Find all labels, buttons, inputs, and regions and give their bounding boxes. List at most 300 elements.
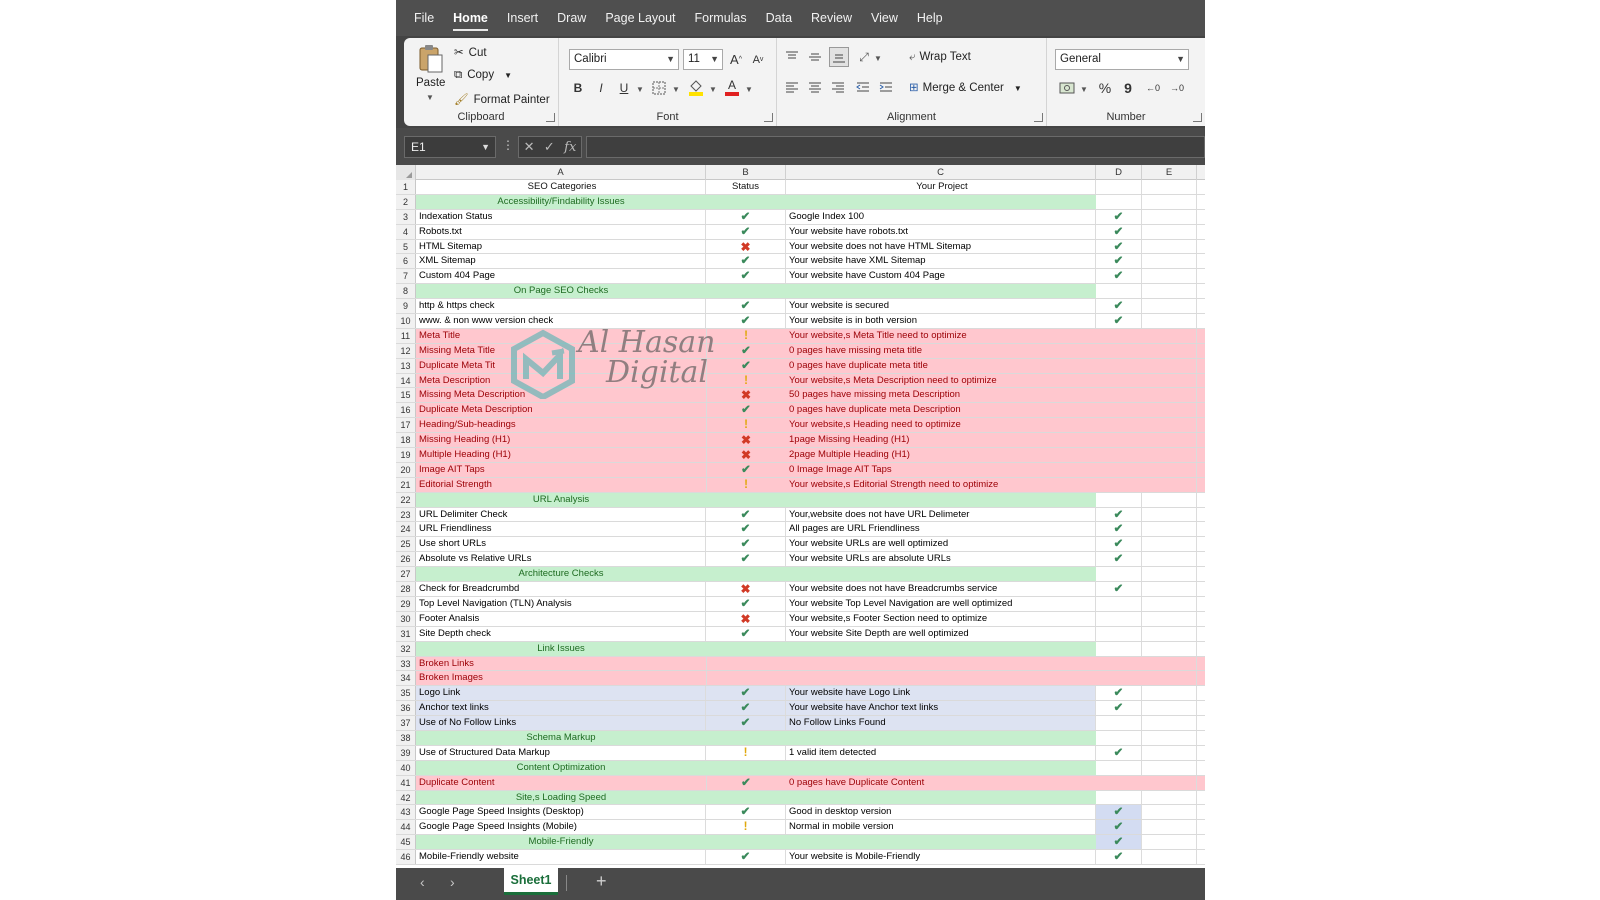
cell-status[interactable] [706, 374, 786, 388]
cell-status[interactable] [706, 627, 786, 641]
cell-status[interactable] [706, 552, 786, 566]
cell-status[interactable] [706, 537, 786, 551]
borders-button[interactable] [649, 78, 669, 98]
cell-e[interactable] [1142, 537, 1197, 551]
grow-font-button[interactable]: A ^ [730, 52, 742, 67]
cell-your-project[interactable]: Your website,s Heading need to optimize [789, 419, 961, 431]
increase-indent-button[interactable] [877, 78, 895, 96]
row-number[interactable]: 21 [396, 478, 416, 492]
cell-your-project[interactable]: 0 pages have missing meta title [789, 344, 923, 356]
cell-seo-category[interactable]: URL Friendliness [416, 522, 706, 536]
formula-bar-grip-icon[interactable]: ⋮ [502, 138, 514, 152]
row-number[interactable]: 46 [396, 850, 416, 864]
decrease-indent-button[interactable] [854, 78, 872, 96]
row-number[interactable]: 33 [396, 657, 416, 671]
cell-your-project[interactable]: Your website is Mobile-Friendly [786, 850, 1096, 864]
section-heading[interactable]: Content Optimization [516, 761, 606, 773]
row-number[interactable]: 37 [396, 716, 416, 730]
row-number[interactable]: 1 [396, 180, 416, 194]
cell-your-project[interactable]: 1 valid item detected [786, 746, 1096, 760]
paste-button[interactable] [414, 44, 448, 74]
cell-your-project[interactable]: Your website have Custom 404 Page [786, 269, 1096, 283]
wrap-text-button[interactable] [909, 51, 971, 64]
row-number[interactable]: 4 [396, 225, 416, 239]
row-number[interactable]: 12 [396, 344, 416, 358]
formula-input[interactable] [586, 136, 1205, 158]
cell-d[interactable] [1096, 597, 1142, 611]
cell-d[interactable] [1096, 225, 1142, 239]
cell-seo-category[interactable]: http & https check [416, 299, 706, 313]
cell-e[interactable] [1142, 567, 1197, 581]
row-number[interactable]: 5 [396, 240, 416, 254]
cell-your-project[interactable]: 0 Image Image AIT Taps [789, 463, 892, 475]
row-number[interactable]: 26 [396, 552, 416, 566]
cell-status[interactable] [706, 612, 786, 626]
align-left-button[interactable] [783, 78, 801, 96]
row-number[interactable]: 19 [396, 448, 416, 462]
bold-button[interactable] [569, 78, 587, 98]
cell-e[interactable] [1142, 225, 1197, 239]
cell-e[interactable] [1142, 269, 1197, 283]
font-name-box[interactable] [569, 49, 679, 70]
cell-d[interactable] [1096, 448, 1142, 462]
cell-e[interactable] [1142, 731, 1197, 745]
row-number[interactable]: 24 [396, 522, 416, 536]
cell-seo-category[interactable]: Duplicate Meta Tit [419, 359, 496, 371]
row-number[interactable]: 2 [396, 195, 416, 209]
cell-seo-category[interactable]: Logo Link [416, 686, 706, 700]
menu-data[interactable]: Data [765, 11, 793, 25]
row-number[interactable]: 45 [396, 835, 416, 849]
cell-d[interactable] [1096, 746, 1142, 760]
fill-color-button[interactable] [686, 76, 706, 98]
row-number[interactable]: 35 [396, 686, 416, 700]
cell-seo-category[interactable]: Google Page Speed Insights (Desktop) [416, 805, 706, 819]
cell-your-project[interactable]: Your website,s Editorial Strength need to optimize [789, 478, 999, 490]
cell-status[interactable] [706, 522, 786, 536]
cell-status[interactable] [706, 344, 786, 358]
enter-check-icon[interactable]: ✓ [543, 139, 555, 154]
cell-e[interactable] [1142, 805, 1197, 819]
cell-status[interactable] [706, 388, 786, 402]
select-all-corner[interactable] [396, 165, 416, 180]
cell-your-project[interactable]: Your website,s Meta Title need to optimize [789, 329, 967, 341]
row-number[interactable]: 27 [396, 567, 416, 581]
section-heading[interactable]: Architecture Checks [518, 568, 604, 580]
cell-d[interactable] [1096, 478, 1142, 492]
cell-your-project[interactable]: Good in desktop version [786, 805, 1096, 819]
cell-seo-category[interactable]: Site Depth check [416, 627, 706, 641]
cell-d[interactable] [1096, 686, 1142, 700]
row-number[interactable]: 7 [396, 269, 416, 283]
row-number[interactable]: 44 [396, 820, 416, 834]
cell-seo-category[interactable]: Broken Links [419, 657, 474, 669]
cell-d[interactable] [1096, 761, 1142, 775]
row-number[interactable]: 15 [396, 388, 416, 402]
cell-d[interactable] [1096, 642, 1142, 656]
cell-seo-category[interactable]: Duplicate Meta Description [419, 404, 533, 416]
orientation-dropdown-icon[interactable]: ▼ [874, 54, 882, 63]
cell-your-project[interactable]: 0 pages have duplicate meta Description [789, 404, 961, 416]
cell-e[interactable] [1142, 835, 1197, 849]
cell-seo-category[interactable]: Multiple Heading (H1) [419, 449, 511, 461]
cell-e[interactable] [1142, 522, 1197, 536]
accounting-format-button[interactable] [1057, 78, 1077, 98]
cell-seo-category[interactable]: URL Delimiter Check [416, 508, 706, 522]
cell-e[interactable] [1142, 240, 1197, 254]
cell-your-project[interactable]: Google Index 100 [786, 210, 1096, 224]
cell-e[interactable] [1142, 403, 1197, 417]
cell-your-project[interactable]: Normal in mobile version [786, 820, 1096, 834]
cell-seo-category[interactable]: Robots.txt [416, 225, 706, 239]
cell-e[interactable] [1142, 850, 1197, 864]
row-number[interactable]: 32 [396, 642, 416, 656]
row-number[interactable]: 16 [396, 403, 416, 417]
cell-status[interactable] [706, 359, 786, 373]
cell-e[interactable] [1142, 746, 1197, 760]
cell-e[interactable] [1142, 433, 1197, 447]
cell-d[interactable] [1096, 716, 1142, 730]
cell-your-project[interactable]: 0 pages have Duplicate Content [789, 776, 925, 788]
cell-e[interactable] [1142, 612, 1197, 626]
row-number[interactable]: 25 [396, 537, 416, 551]
cell-d[interactable] [1096, 403, 1142, 417]
cell-status[interactable] [706, 686, 786, 700]
cell-d[interactable] [1096, 776, 1142, 790]
cell-e[interactable] [1142, 344, 1197, 358]
row-number[interactable]: 3 [396, 210, 416, 224]
number-launcher-icon[interactable] [1193, 113, 1202, 122]
cell-d[interactable] [1096, 195, 1142, 209]
cell-status[interactable] [706, 448, 786, 462]
cell-e[interactable] [1142, 820, 1197, 834]
column-header-e[interactable]: E [1142, 165, 1197, 180]
cell-d[interactable] [1096, 701, 1142, 715]
cell-seo-category[interactable]: Heading/Sub-headings [419, 419, 516, 431]
percent-button[interactable] [1095, 78, 1115, 98]
cell-status[interactable] [706, 269, 786, 283]
row-number[interactable]: 34 [396, 671, 416, 685]
row-number[interactable]: 29 [396, 597, 416, 611]
cell-e[interactable] [1142, 776, 1197, 790]
cell-d[interactable] [1096, 671, 1142, 685]
font-color-button[interactable] [722, 76, 742, 98]
cell-status[interactable] [706, 597, 786, 611]
cell-d[interactable] [1096, 433, 1142, 447]
cell-e[interactable] [1142, 671, 1197, 685]
cell-seo-category[interactable]: Meta Title [419, 329, 461, 341]
align-center-button[interactable] [806, 78, 824, 96]
next-sheet-icon[interactable]: › [450, 874, 455, 890]
cell-e[interactable] [1142, 463, 1197, 477]
cell-d[interactable] [1096, 657, 1142, 671]
cell-status[interactable] [706, 582, 786, 596]
format-painter-button[interactable] [454, 92, 550, 106]
cell-seo-category[interactable]: www. & non www version check [416, 314, 706, 328]
cell-your-project[interactable] [786, 671, 1096, 685]
shrink-font-button[interactable]: A v [752, 53, 764, 66]
align-top-button[interactable] [783, 48, 801, 66]
cell-status[interactable] [706, 225, 786, 239]
menu-review[interactable]: Review [811, 11, 853, 25]
merge-dropdown-icon[interactable]: ▼ [1013, 84, 1022, 93]
column-header-b[interactable]: B [706, 165, 786, 180]
cell-e[interactable] [1142, 597, 1197, 611]
cell-d[interactable] [1096, 463, 1142, 477]
menu-formulas[interactable]: Formulas [694, 11, 747, 25]
comma-style-button[interactable] [1119, 78, 1137, 98]
cell-your-project[interactable]: Your Project [786, 180, 1096, 194]
cell-d[interactable] [1096, 805, 1142, 819]
menu-view[interactable]: View [871, 11, 898, 25]
menu-home[interactable]: Home [453, 0, 488, 36]
cell-d[interactable] [1096, 820, 1142, 834]
row-number[interactable]: 22 [396, 493, 416, 507]
cell-seo-category[interactable]: Anchor text links [416, 701, 706, 715]
cell-d[interactable] [1096, 537, 1142, 551]
cell-status[interactable] [706, 776, 786, 790]
cell-your-project[interactable] [786, 657, 1096, 671]
cell-your-project[interactable]: 0 pages have duplicate meta title [789, 359, 928, 371]
cell-seo-category[interactable]: Footer Analsis [416, 612, 706, 626]
cell-e[interactable] [1142, 418, 1197, 432]
cell-d[interactable] [1096, 835, 1142, 849]
cell-your-project[interactable]: Your website does not have HTML Sitemap [786, 240, 1096, 254]
row-number[interactable]: 36 [396, 701, 416, 715]
cell-status[interactable] [706, 433, 786, 447]
cell-e[interactable] [1142, 552, 1197, 566]
font-size-box[interactable] [683, 49, 723, 70]
menu-draw[interactable]: Draw [557, 11, 587, 25]
cell-seo-category[interactable]: Indexation Status [416, 210, 706, 224]
font-color-dropdown-icon[interactable]: ▼ [745, 85, 753, 94]
underline-button[interactable] [615, 78, 633, 98]
number-format-box[interactable] [1055, 49, 1189, 70]
cell-e[interactable] [1142, 508, 1197, 522]
cell-seo-category[interactable]: Missing Heading (H1) [419, 434, 511, 446]
cell-d[interactable] [1096, 299, 1142, 313]
cell-e[interactable] [1142, 448, 1197, 462]
menu-page-layout[interactable]: Page Layout [605, 11, 676, 25]
cell-status[interactable] [706, 299, 786, 313]
paste-label[interactable]: Paste [416, 77, 446, 89]
cell-e[interactable] [1142, 329, 1197, 343]
cell-status[interactable] [706, 478, 786, 492]
cell-status[interactable] [706, 329, 786, 343]
section-heading[interactable]: Mobile-Friendly [528, 836, 594, 848]
cell-seo-category[interactable]: Absolute vs Relative URLs [416, 552, 706, 566]
row-number[interactable]: 28 [396, 582, 416, 596]
decrease-decimal-button[interactable] [1167, 78, 1187, 98]
cell-status[interactable] [706, 701, 786, 715]
cell-status[interactable] [706, 850, 786, 864]
cell-d[interactable] [1096, 493, 1142, 507]
cell-d[interactable] [1096, 359, 1142, 373]
cell-seo-category[interactable]: Broken Images [419, 672, 483, 684]
cell-status[interactable] [706, 820, 786, 834]
row-number[interactable]: 40 [396, 761, 416, 775]
cell-your-project[interactable]: Your website have Anchor text links [786, 701, 1096, 715]
font-launcher-icon[interactable] [764, 113, 773, 122]
cell-d[interactable] [1096, 508, 1142, 522]
cell-d[interactable] [1096, 284, 1142, 298]
cell-seo-category[interactable]: Custom 404 Page [416, 269, 706, 283]
alignment-launcher-icon[interactable] [1034, 113, 1043, 122]
borders-dropdown-icon[interactable]: ▼ [672, 85, 680, 94]
cell-your-project[interactable]: Your website is secured [786, 299, 1096, 313]
underline-dropdown-icon[interactable]: ▼ [636, 85, 644, 94]
row-number[interactable]: 13 [396, 359, 416, 373]
cell-e[interactable] [1142, 657, 1197, 671]
paste-dropdown-icon[interactable]: ▼ [426, 93, 434, 102]
cell-seo-category[interactable]: Check for Breadcrumbd [416, 582, 706, 596]
cell-your-project[interactable]: Your website is in both version [786, 314, 1096, 328]
cell-d[interactable] [1096, 240, 1142, 254]
row-number[interactable]: 14 [396, 374, 416, 388]
cell-e[interactable] [1142, 478, 1197, 492]
menu-insert[interactable]: Insert [506, 11, 539, 25]
cell-seo-category[interactable]: Meta Description [419, 374, 491, 386]
cell-e[interactable] [1142, 210, 1197, 224]
cell-your-project[interactable]: 1page Missing Heading (H1) [789, 434, 910, 446]
cell-status[interactable] [706, 716, 786, 730]
align-right-button[interactable] [829, 78, 847, 96]
section-heading[interactable]: On Page SEO Checks [513, 285, 609, 297]
cell-e[interactable] [1142, 493, 1197, 507]
cell-status[interactable] [706, 418, 786, 432]
cell-e[interactable] [1142, 642, 1197, 656]
cell-d[interactable] [1096, 329, 1142, 343]
cell-e[interactable] [1142, 627, 1197, 641]
column-header-d[interactable]: D [1096, 165, 1142, 180]
cell-status[interactable] [706, 671, 786, 685]
copy-dropdown-icon[interactable]: ▼ [504, 71, 512, 80]
cell-e[interactable] [1142, 761, 1197, 775]
sheet-tab-sheet1[interactable]: Sheet1 [504, 868, 558, 895]
cell-your-project[interactable]: Your website Site Depth are well optimized [786, 627, 1096, 641]
cell-seo-category[interactable]: Mobile-Friendly website [416, 850, 706, 864]
row-number[interactable]: 18 [396, 433, 416, 447]
row-number[interactable]: 31 [396, 627, 416, 641]
cell-status[interactable] [706, 314, 786, 328]
previous-sheet-icon[interactable]: ‹ [420, 874, 425, 890]
cut-button[interactable] [454, 45, 487, 59]
cell-status[interactable] [706, 403, 786, 417]
cell-your-project[interactable]: Your,website does not have URL Delimeter [786, 508, 1096, 522]
row-number[interactable]: 20 [396, 463, 416, 477]
align-middle-button[interactable] [806, 48, 824, 66]
cell-seo-category[interactable]: Missing Meta Description [419, 389, 526, 401]
cell-your-project[interactable]: All pages are URL Friendliness [786, 522, 1096, 536]
section-heading[interactable]: Site,s Loading Speed [515, 791, 607, 803]
cell-d[interactable] [1096, 374, 1142, 388]
menu-help[interactable]: Help [916, 11, 943, 25]
cell-d[interactable] [1096, 850, 1142, 864]
cell-seo-category[interactable]: Top Level Navigation (TLN) Analysis [416, 597, 706, 611]
cell-seo-category[interactable]: Image AIT Taps [419, 463, 485, 475]
section-heading[interactable]: Link Issues [537, 642, 585, 654]
cell-seo-category[interactable]: Editorial Strength [419, 478, 492, 490]
menu-file[interactable]: File [414, 11, 435, 25]
row-number[interactable]: 30 [396, 612, 416, 626]
cell-your-project[interactable]: Your website does not have Breadcrumbs service [786, 582, 1096, 596]
cell-d[interactable] [1096, 791, 1142, 805]
row-number[interactable]: 43 [396, 805, 416, 819]
column-header-a[interactable]: A [416, 165, 706, 180]
clipboard-launcher-icon[interactable] [546, 113, 555, 122]
cell-status[interactable] [706, 210, 786, 224]
cell-status[interactable] [706, 254, 786, 268]
section-heading[interactable]: Accessibility/Findability Issues [497, 195, 625, 207]
name-box[interactable] [404, 136, 496, 158]
cell-d[interactable] [1096, 180, 1142, 194]
merge-center-button[interactable] [909, 80, 1022, 94]
row-number[interactable]: 8 [396, 284, 416, 298]
cell-d[interactable] [1096, 344, 1142, 358]
cell-d[interactable] [1096, 254, 1142, 268]
cell-seo-category[interactable]: HTML Sitemap [416, 240, 706, 254]
cell-d[interactable] [1096, 522, 1142, 536]
row-number[interactable]: 42 [396, 791, 416, 805]
worksheet-grid[interactable] [396, 165, 1205, 868]
cell-e[interactable] [1142, 388, 1197, 402]
cell-your-project[interactable]: 50 pages have missing meta Description [789, 389, 961, 401]
cell-your-project[interactable]: No Follow Links Found [786, 716, 1096, 730]
section-heading[interactable]: Schema Markup [526, 731, 596, 743]
cell-d[interactable] [1096, 388, 1142, 402]
add-sheet-icon[interactable]: + [596, 871, 607, 891]
cell-d[interactable] [1096, 627, 1142, 641]
row-number[interactable]: 11 [396, 329, 416, 343]
cell-d[interactable] [1096, 582, 1142, 596]
cell-e[interactable] [1142, 254, 1197, 268]
insert-function-icon[interactable]: fx [564, 139, 577, 155]
row-number[interactable]: 38 [396, 731, 416, 745]
cell-d[interactable] [1096, 612, 1142, 626]
cell-d[interactable] [1096, 269, 1142, 283]
cell-d[interactable] [1096, 418, 1142, 432]
row-number[interactable]: 41 [396, 776, 416, 790]
cell-e[interactable] [1142, 299, 1197, 313]
cell-your-project[interactable]: Your website,s Meta Description need to optimize [789, 374, 997, 386]
align-bottom-button[interactable] [829, 47, 849, 67]
cell-your-project[interactable]: Your website Top Level Navigation are well optimized [786, 597, 1096, 611]
cell-status[interactable] [706, 805, 786, 819]
cell-e[interactable] [1142, 791, 1197, 805]
cell-your-project[interactable]: Your website have XML Sitemap [786, 254, 1096, 268]
cell-seo-category[interactable]: Missing Meta Title [419, 344, 496, 356]
cell-e[interactable] [1142, 582, 1197, 596]
cell-e[interactable] [1142, 686, 1197, 700]
cell-your-project[interactable]: Your website have robots.txt [786, 225, 1096, 239]
cell-seo-category[interactable]: Duplicate Content [419, 776, 495, 788]
cell-e[interactable] [1142, 716, 1197, 730]
cell-status[interactable] [706, 508, 786, 522]
cell-seo-category[interactable]: SEO Categories [416, 180, 706, 194]
row-number[interactable]: 17 [396, 418, 416, 432]
cell-status[interactable] [706, 463, 786, 477]
section-heading[interactable]: URL Analysis [532, 493, 590, 505]
cell-seo-category[interactable]: Use short URLs [416, 537, 706, 551]
cell-e[interactable] [1142, 701, 1197, 715]
increase-decimal-button[interactable] [1143, 78, 1163, 98]
accounting-dropdown-icon[interactable]: ▼ [1080, 85, 1088, 94]
cell-status[interactable] [706, 746, 786, 760]
cell-seo-category[interactable]: XML Sitemap [416, 254, 706, 268]
cell-seo-category[interactable]: Google Page Speed Insights (Mobile) [416, 820, 706, 834]
cell-e[interactable] [1142, 374, 1197, 388]
cancel-icon[interactable]: ✕ [523, 139, 535, 154]
